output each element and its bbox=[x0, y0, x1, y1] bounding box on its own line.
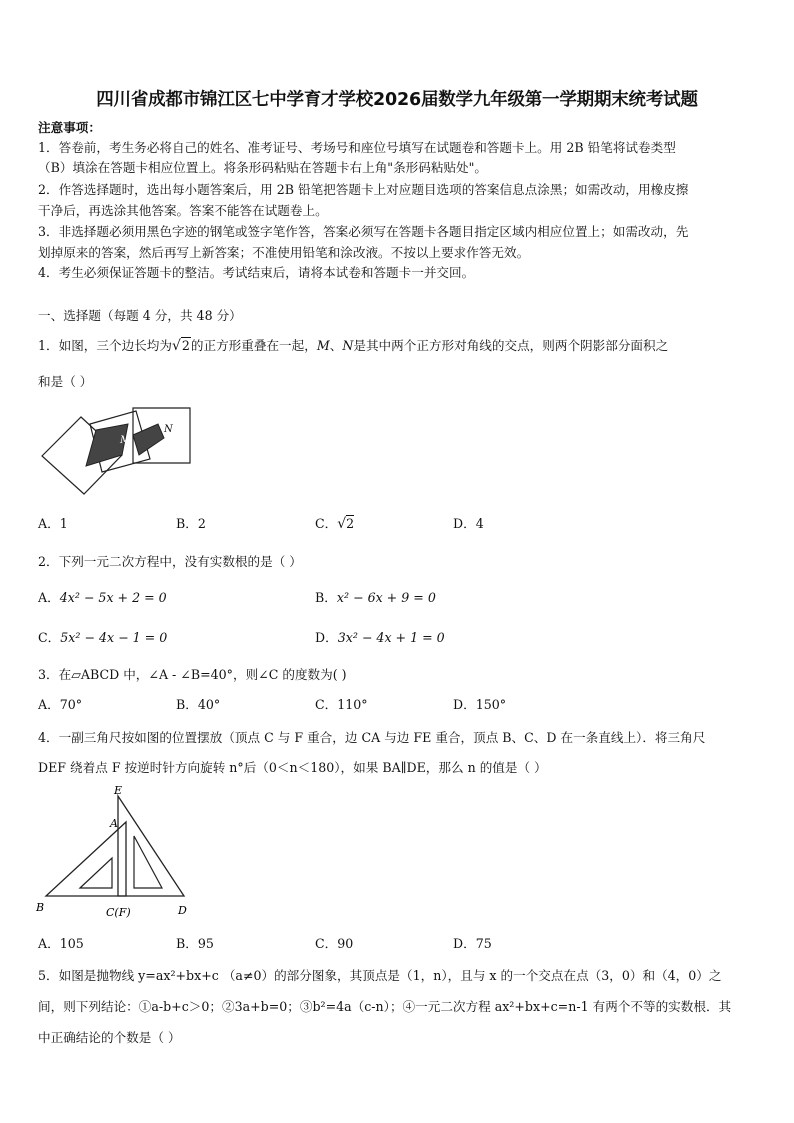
notice-line-6: 划掉原来的答案，然后再写上新答案；不准使用铅笔和涂改液。不按以上要求作答无效。 bbox=[38, 245, 530, 260]
q1-option-d[interactable]: D．4 bbox=[453, 516, 484, 531]
q3-stem: 3．在▱ABCD 中，∠A - ∠B=40°，则∠C 的度数为( ) bbox=[38, 667, 347, 682]
q3-option-d[interactable]: D．150° bbox=[453, 697, 507, 712]
exam-title: 四川省成都市锦江区七中学育才学校2026届数学九年级第一学期期末统考试题 bbox=[96, 90, 698, 110]
notice-line-4: 干净后，再选涂其他答案。答案不能答在试题卷上。 bbox=[38, 203, 328, 218]
q4-stem-line2: DEF 绕着点 F 按逆时针方向旋转 n°后（0＜n＜180），如果 BA∥DE，那么 n 的值是（ ） bbox=[38, 760, 547, 775]
q4-option-d[interactable]: D．75 bbox=[453, 936, 492, 951]
q1-sep: 、 bbox=[329, 338, 343, 353]
notice-heading: 注意事项： bbox=[38, 120, 101, 135]
q2-option-a-equation: 4x² − 5x + 2 = 0 bbox=[59, 590, 167, 605]
q2-stem: 2．下列一元二次方程中，没有实数根的是（ ） bbox=[38, 554, 302, 569]
q1-stem-a: 1．如图，三个边长均为 bbox=[38, 338, 172, 353]
q1-stem-line2: 和是（ ） bbox=[38, 374, 93, 389]
q1-stem-b: 的正方形重叠在一起， bbox=[190, 338, 317, 353]
q1-option-b[interactable]: B．2 bbox=[176, 516, 206, 531]
q4-fig-d: D bbox=[178, 904, 187, 917]
q1-n-label: N bbox=[342, 338, 354, 353]
q1-option-c-sqrt-sign: √ bbox=[337, 516, 347, 532]
section-choice-heading: 一、选择题（每题 4 分，共 48 分） bbox=[38, 308, 242, 323]
q3-option-a[interactable]: A．70° bbox=[38, 697, 83, 712]
notice-line-3: 2．作答选择题时，选出每小题答案后，用 2B 铅笔把答题卡上对应题目选项的答案信息点涂黑；如需改动，用橡皮擦 bbox=[38, 182, 689, 197]
q5-stem-line2: 间，则下列结论：①a-b+c＞0；②3a+b=0；③b²=4a（c-n）；④一元二次方程 ax²+bx+c=n-1 有两个不等的实数根．其 bbox=[38, 999, 732, 1014]
q2-option-c-label: C． bbox=[38, 630, 61, 645]
q4-triangle-abc-inner bbox=[80, 858, 112, 888]
notice-line-7: 4．考生必须保证答题卡的整洁。考试结束后，请将本试卷和答题卡一并交回。 bbox=[38, 265, 475, 280]
q4-fig-b: B bbox=[36, 901, 45, 914]
notice-line-2: （B）填涂在答题卡相应位置上。将条形码粘贴在答题卡右上角"条形码粘贴处"。 bbox=[38, 160, 488, 175]
q2-option-b[interactable] bbox=[315, 590, 436, 606]
q1-figure-squares bbox=[38, 400, 198, 496]
q4-triangle-def bbox=[118, 796, 184, 896]
q2-option-a-label: A． bbox=[38, 590, 60, 605]
q4-option-a[interactable]: A．105 bbox=[38, 936, 84, 951]
q1-m-label: M bbox=[316, 338, 330, 353]
q1-shaded-region-right bbox=[133, 424, 164, 455]
q4-option-c[interactable]: C．90 bbox=[315, 936, 354, 951]
q4-option-b[interactable]: B．95 bbox=[176, 936, 214, 951]
q4-fig-a: A bbox=[110, 817, 118, 830]
q2-option-b-equation: x² − 6x + 9 = 0 bbox=[336, 590, 436, 605]
q1-option-c-label: C． bbox=[315, 516, 338, 531]
q2-option-a[interactable] bbox=[38, 590, 167, 606]
q1-option-a[interactable]: A．1 bbox=[38, 516, 68, 531]
q5-stem-line3: 中正确结论的个数是（ ） bbox=[38, 1030, 181, 1045]
q4-fig-cf: C(F) bbox=[106, 906, 131, 919]
q2-option-d[interactable] bbox=[315, 630, 445, 646]
q3-option-c[interactable]: C．110° bbox=[315, 697, 368, 712]
q4-stem-line1: 4．一副三角尺按如图的位置摆放（顶点 C 与 F 重合，边 CA 与边 FE 重合，顶点 B、C、D 在一条直线上）．将三角尺 bbox=[38, 730, 706, 745]
q2-option-c[interactable] bbox=[38, 630, 167, 646]
q2-option-d-equation: 3x² − 4x + 1 = 0 bbox=[337, 630, 445, 645]
q4-figure-triangles bbox=[34, 782, 204, 922]
notice-line-5: 3．非选择题必须用黑色字迹的钢笔或签字笔作答，答案必须写在答题卡各题目指定区域内相应位置上；如需改动，先 bbox=[38, 224, 689, 239]
q4-triangle-def-inner bbox=[134, 836, 162, 888]
notice-line-1: 1．答卷前，考生务必将自己的姓名、准考证号、考场号和座位号填写在试题卷和答题卡上。用 2B 铅笔将试卷类型 bbox=[38, 140, 676, 155]
q5-stem-line1: 5．如图是抛物线 y=ax²+bx+c （a≠0）的部分图象，其顶点是（1，n），且与 x 的一个交点在点（3，0）和（4，0）之 bbox=[38, 968, 722, 983]
q1-option-c-sqrt-value: 2 bbox=[346, 516, 355, 531]
q1-fig-n: N bbox=[164, 424, 173, 435]
q1-option-c[interactable] bbox=[315, 516, 354, 532]
q4-triangle-abc bbox=[46, 822, 126, 896]
q4-fig-e: E bbox=[114, 784, 123, 797]
q1-fig-m: M bbox=[120, 435, 131, 446]
q1-stem-line1 bbox=[38, 338, 668, 354]
q1-stem-c: 是其中两个正方形对角线的交点，则两个阴影部分面积之 bbox=[353, 338, 669, 353]
q2-option-d-label: D． bbox=[315, 630, 338, 645]
q1-sqrt-value: 2 bbox=[181, 338, 190, 353]
q1-sqrt: √2 bbox=[171, 338, 190, 354]
q3-option-b[interactable]: B．40° bbox=[176, 697, 221, 712]
q2-option-c-equation: 5x² − 4x − 1 = 0 bbox=[60, 630, 168, 645]
q2-option-b-label: B． bbox=[315, 590, 337, 605]
